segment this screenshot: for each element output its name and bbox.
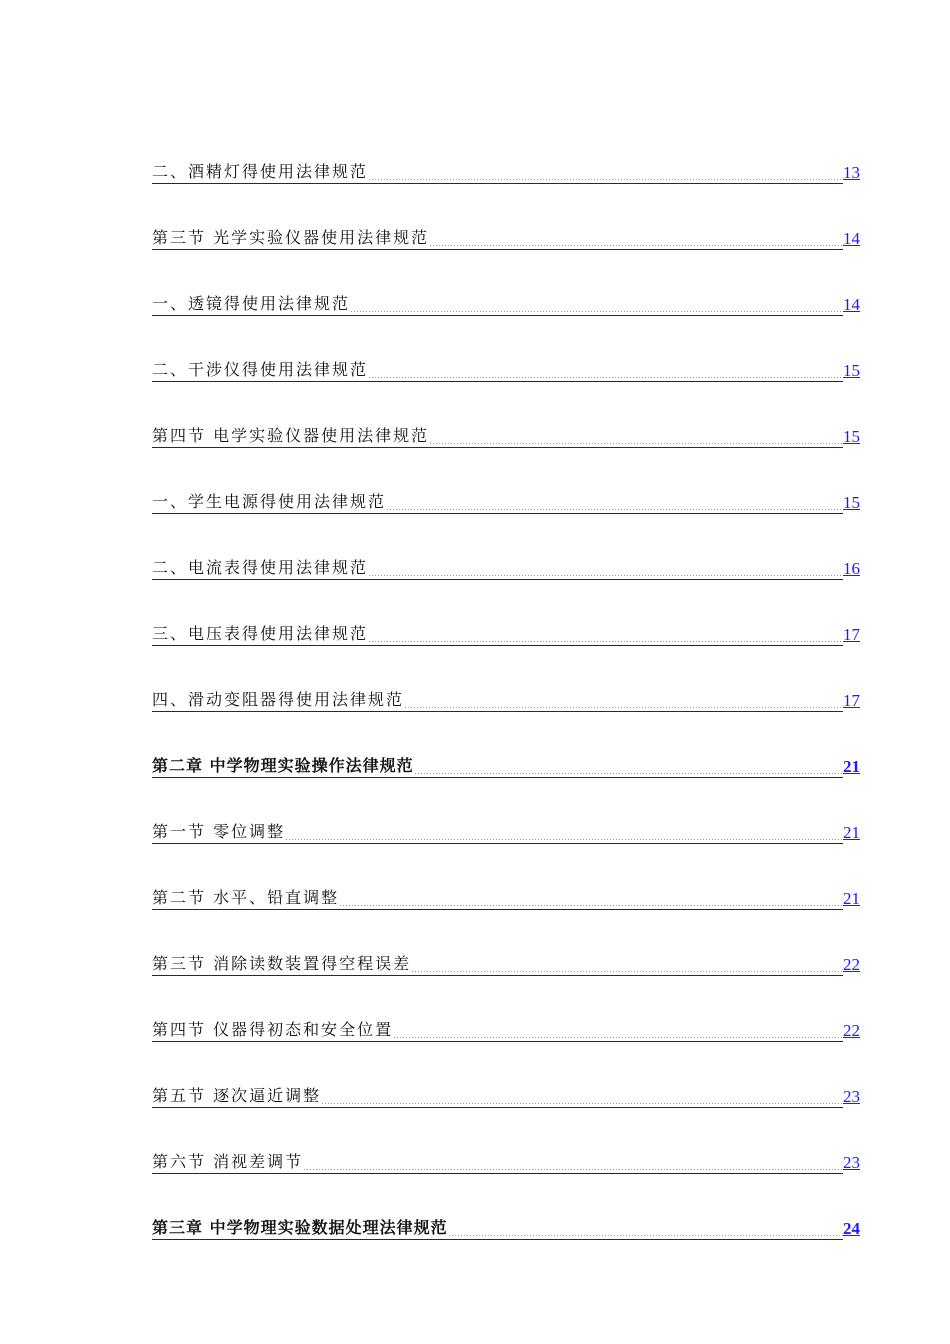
toc-row	[152, 684, 860, 712]
toc-entry-page-number: 17	[843, 625, 860, 644]
toc-dot-leader	[414, 755, 843, 778]
toc-row	[152, 1080, 860, 1108]
toc-entry-chapter-two[interactable]	[152, 712, 860, 778]
toc-dot-leader	[368, 359, 843, 382]
toc-dot-leader	[339, 887, 843, 910]
toc-entry-backlash-error[interactable]	[152, 910, 860, 976]
toc-dot-leader	[368, 161, 843, 184]
toc-dot-leader	[285, 821, 843, 844]
toc-entry-title: 一、学生电源得使用法律规范	[152, 491, 386, 514]
toc-row	[152, 552, 860, 580]
toc-entry-page-number: 21	[843, 757, 860, 776]
toc-dot-leader	[411, 953, 843, 976]
toc-entry-title: 第一节 零位调整	[152, 821, 285, 844]
toc-dot-leader	[429, 227, 843, 250]
toc-row	[152, 750, 860, 778]
toc-row	[152, 816, 860, 844]
toc-dot-leader	[368, 557, 843, 580]
toc-dot-leader	[368, 623, 843, 646]
toc-entry-title: 第三节 消除读数装置得空程误差	[152, 953, 411, 976]
toc-entry-page-number: 15	[843, 493, 860, 512]
toc-entry-lens[interactable]	[152, 250, 860, 316]
toc-entry-level-plumb[interactable]	[152, 844, 860, 910]
toc-entry-title: 第二节 水平、铅直调整	[152, 887, 339, 910]
toc-row	[152, 1212, 860, 1240]
toc-row	[152, 1146, 860, 1174]
toc-entry-page-number: 22	[843, 1021, 860, 1040]
toc-entry-title: 二、电流表得使用法律规范	[152, 557, 368, 580]
toc-dot-leader	[321, 1085, 843, 1108]
toc-entry-page-number: 23	[843, 1087, 860, 1106]
toc-entry-page-number: 14	[843, 229, 860, 248]
toc-row	[152, 288, 860, 316]
toc-dot-leader	[429, 425, 843, 448]
toc-row	[152, 222, 860, 250]
toc-row	[152, 948, 860, 976]
toc-entry-alcohol-lamp[interactable]	[152, 118, 860, 184]
toc-entry-zero-adjustment[interactable]	[152, 778, 860, 844]
toc-row	[152, 354, 860, 382]
toc-entry-title: 一、透镜得使用法律规范	[152, 293, 350, 316]
toc-row	[152, 882, 860, 910]
toc-entry-parallax[interactable]	[152, 1108, 860, 1174]
toc-dot-leader	[350, 293, 843, 316]
toc-dot-leader	[404, 689, 843, 712]
toc-entry-page-number: 23	[843, 1153, 860, 1172]
toc-entry-title: 三、电压表得使用法律规范	[152, 623, 368, 646]
toc-row	[152, 1014, 860, 1042]
toc-entry-title: 第二章 中学物理实验操作法律规范	[152, 755, 414, 778]
toc-entry-page-number: 21	[843, 889, 860, 908]
toc-entry-page-number: 14	[843, 295, 860, 314]
toc-row	[152, 156, 860, 184]
toc-entry-page-number: 24	[843, 1219, 860, 1238]
toc-entry-chapter-three[interactable]	[152, 1174, 860, 1240]
toc-dot-leader	[303, 1151, 843, 1174]
toc-entry-page-number: 13	[843, 163, 860, 182]
toc-entry-title: 第三章 中学物理实验数据处理法律规范	[152, 1217, 448, 1240]
toc-entry-title: 第三节 光学实验仪器使用法律规范	[152, 227, 429, 250]
table-of-contents	[152, 118, 860, 1240]
toc-entry-page-number: 16	[843, 559, 860, 578]
toc-entry-page-number: 22	[843, 955, 860, 974]
toc-entry-interferometer[interactable]	[152, 316, 860, 382]
toc-entry-ammeter[interactable]	[152, 514, 860, 580]
toc-entry-voltmeter[interactable]	[152, 580, 860, 646]
toc-entry-successive-approximation[interactable]	[152, 1042, 860, 1108]
toc-entry-title: 第四节 仪器得初态和安全位置	[152, 1019, 393, 1042]
toc-entry-rheostat[interactable]	[152, 646, 860, 712]
toc-entry-title: 第六节 消视差调节	[152, 1151, 303, 1174]
toc-entry-page-number: 21	[843, 823, 860, 842]
toc-entry-title: 第四节 电学实验仪器使用法律规范	[152, 425, 429, 448]
toc-entry-title: 四、滑动变阻器得使用法律规范	[152, 689, 404, 712]
toc-entry-section-optics[interactable]	[152, 184, 860, 250]
toc-dot-leader	[393, 1019, 843, 1042]
toc-entry-initial-safe-position[interactable]	[152, 976, 860, 1042]
toc-entry-page-number: 15	[843, 427, 860, 446]
toc-entry-power-supply[interactable]	[152, 448, 860, 514]
toc-dot-leader	[448, 1217, 843, 1240]
toc-entry-page-number: 15	[843, 361, 860, 380]
toc-row	[152, 420, 860, 448]
toc-row	[152, 618, 860, 646]
toc-dot-leader	[386, 491, 843, 514]
toc-entry-page-number: 17	[843, 691, 860, 710]
toc-entry-title: 二、干涉仪得使用法律规范	[152, 359, 368, 382]
toc-row	[152, 486, 860, 514]
toc-entry-title: 二、酒精灯得使用法律规范	[152, 161, 368, 184]
toc-entry-title: 第五节 逐次逼近调整	[152, 1085, 321, 1108]
toc-entry-section-electrical[interactable]	[152, 382, 860, 448]
